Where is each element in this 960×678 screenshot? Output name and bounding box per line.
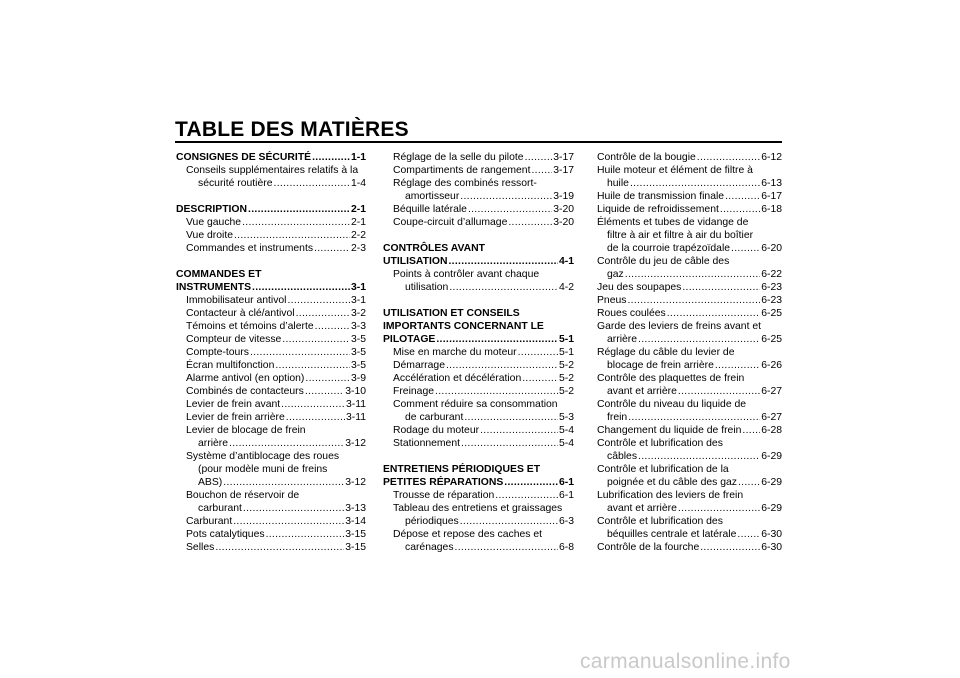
toc-entry[interactable]: Compteur de vitesse ..... 3-5 [176,333,366,346]
toc-entry[interactable]: avant et arrière ..... 6-29 [597,502,782,515]
toc-section-consignes[interactable]: CONSIGNES DE SÉCURITÉ ..... 1-1 [176,151,366,164]
toc-entry-text: Garde des leviers de freins avant et [597,321,762,332]
toc-entry[interactable]: utilisation ..... 4-2 [383,281,574,294]
toc-entry-text: Réglage du câble du levier de [597,347,735,358]
toc-entry[interactable]: Stationnement ..... 5-4 [383,437,574,450]
toc-column-2 [383,151,574,554]
watermark-footer: carmanualsonline.info [580,650,791,673]
toc-entry-text: Éléments et tubes de vidange de [597,217,749,228]
toc-section-text: CONTRÔLES AVANT [383,243,485,254]
toc-entry-vue-droite[interactable]: Vue droite ..... 2-2 [176,229,366,242]
toc-entry[interactable]: Selles ..... 3-15 [176,541,366,554]
toc-column-1 [176,151,366,554]
toc-entry[interactable]: gaz ..... 6-22 [597,268,782,281]
toc-entry-text: Huile moteur et élément de filtre à [597,165,753,176]
toc-entry[interactable]: Pots catalytiques ..... 3-15 [176,528,366,541]
toc-section-controles[interactable]: UTILISATION ..... 4-1 [383,255,574,268]
toc-entry[interactable]: Compartiments de rangement ..... 3-17 [383,164,574,177]
toc-entry[interactable]: Contacteur à clé/antivol ..... 3-2 [176,307,366,320]
toc-entry[interactable]: Carburant ..... 3-14 [176,515,366,528]
toc-entry-vue-gauche[interactable]: Vue gauche ..... 2-1 [176,216,366,229]
toc-entry[interactable]: arrière ..... 6-25 [597,333,782,346]
toc-entry[interactable]: Accélération et décélération ..... 5-2 [383,372,574,385]
toc-section-text: COMMANDES ET [176,269,262,280]
toc-entry-text: Bouchon de réservoir de [186,490,300,501]
toc-section-text: UTILISATION ET CONSEILS [383,308,520,319]
toc-entry[interactable]: Roues coulées ..... 6-25 [597,307,782,320]
toc-entry[interactable]: Levier de frein avant ..... 3-11 [176,398,366,411]
toc-entry[interactable]: de la courroie trapézoïdale ..... 6-20 [597,242,782,255]
toc-entry-text: Points à contrôler avant chaque [393,269,540,280]
toc-entry-text: Contrôle et lubrification des [597,516,723,527]
page-title: TABLE DES MATIÈRES [175,118,409,141]
toc-entry-text: Contrôle du jeu de câble des [597,256,730,267]
toc-entry-text: Conseils supplémentaires relatifs à la [186,165,359,176]
toc-entry-text: Contrôle et lubrification des [597,438,723,449]
toc-entry[interactable]: Contrôle de la fourche ..... 6-30 [597,541,782,554]
toc-entry-text: Dépose et repose des caches et [393,529,543,540]
toc-entry[interactable]: Démarrage ..... 5-2 [383,359,574,372]
toc-entry-text: Réglage des combinés ressort- [393,178,537,189]
toc-entry[interactable]: arrière ..... 3-12 [176,437,366,450]
title-rule [175,141,782,143]
toc-entry-commandes[interactable]: Commandes et instruments ..... 2-3 [176,242,366,255]
toc-entry-securite-routiere[interactable]: sécurité routière ..... 1-4 [176,177,366,190]
toc-entry[interactable]: Rodage du moteur ..... 5-4 [383,424,574,437]
toc-entry-text: Comment réduire sa consommation [393,399,558,410]
toc-entry[interactable]: Alarme antivol (en option) ..... 3-9 [176,372,366,385]
toc-entry[interactable]: Réglage de la selle du pilote ..... 3-17 [383,151,574,164]
toc-entry-text: Contrôle des plaquettes de frein [597,373,745,384]
toc-entry-text: Contrôle du niveau du liquide de [597,399,747,410]
toc-entry[interactable]: Trousse de réparation ..... 6-1 [383,489,574,502]
toc-section-entretiens[interactable]: PETITES RÉPARATIONS ..... 6-1 [383,476,574,489]
toc-entry[interactable]: Immobilisateur antivol ..... 3-1 [176,294,366,307]
toc-entry[interactable]: béquilles centrale et latérale ..... 6-30 [597,528,782,541]
toc-entry[interactable]: Écran multifonction ..... 3-5 [176,359,366,372]
toc-entry[interactable]: Huile de transmission finale ..... 6-17 [597,190,782,203]
toc-entry-text: Tableau des entretiens et graissages [393,503,563,514]
toc-section-pilotage[interactable]: PILOTAGE ..... 5-1 [383,333,574,346]
toc-entry[interactable]: Liquide de refroidissement ..... 6-18 [597,203,782,216]
toc-entry[interactable]: Mise en marche du moteur ..... 5-1 [383,346,574,359]
toc-entry[interactable]: câbles ..... 6-29 [597,450,782,463]
toc-entry[interactable]: Levier de frein arrière ..... 3-11 [176,411,366,424]
toc-entry[interactable]: Compte-tours ..... 3-5 [176,346,366,359]
toc-entry[interactable]: Béquille latérale ..... 3-20 [383,203,574,216]
toc-entry[interactable]: carénages ..... 6-8 [383,541,574,554]
toc-entry[interactable]: de carburant ..... 5-3 [383,411,574,424]
toc-entry[interactable]: périodiques ..... 6-3 [383,515,574,528]
toc-entry[interactable]: Contrôle de la bougie ..... 6-12 [597,151,782,164]
toc-entry-text: filtre à air et filtre à air du boîtier [607,230,754,241]
toc-section-instruments[interactable]: INSTRUMENTS ..... 3-1 [176,281,366,294]
toc-entry[interactable]: ABS) ..... 3-12 [176,476,366,489]
toc-entry[interactable]: blocage de frein arrière ..... 6-26 [597,359,782,372]
toc-section-description[interactable]: DESCRIPTION ..... 2-1 [176,203,366,216]
toc-entry-text: Lubrification des leviers de frein [597,490,744,501]
toc-entry-text: Levier de blocage de frein [186,425,306,436]
toc-entry-text: Contrôle et lubrification de la [597,464,729,475]
toc-entry[interactable]: Freinage ..... 5-2 [383,385,574,398]
toc-entry-text: Système d’antiblocage des roues [186,451,340,462]
toc-entry[interactable]: poignée et du câble des gaz ..... 6-29 [597,476,782,489]
toc-section-text: ENTRETIENS PÉRIODIQUES ET [383,464,541,475]
toc-column-3 [597,151,782,554]
toc-entry[interactable]: carburant ..... 3-13 [176,502,366,515]
toc-entry[interactable]: Coupe-circuit d’allumage ..... 3-20 [383,216,574,229]
toc-entry[interactable]: Jeu des soupapes ..... 6-23 [597,281,782,294]
toc-entry[interactable]: Changement du liquide de frein ..... 6-28 [597,424,782,437]
toc-entry[interactable]: huile ..... 6-13 [597,177,782,190]
toc-entry[interactable]: Pneus ..... 6-23 [597,294,782,307]
toc-entry[interactable]: frein ..... 6-27 [597,411,782,424]
toc-entry[interactable]: Combinés de contacteurs ..... 3-10 [176,385,366,398]
toc-section-text: IMPORTANTS CONCERNANT LE [383,321,544,332]
toc-entry[interactable]: avant et arrière ..... 6-27 [597,385,782,398]
toc-entry-text: (pour modèle muni de freins [198,464,328,475]
toc-entry[interactable]: Témoins et témoins d’alerte ..... 3-3 [176,320,366,333]
toc-entry[interactable]: amortisseur ..... 3-19 [383,190,574,203]
